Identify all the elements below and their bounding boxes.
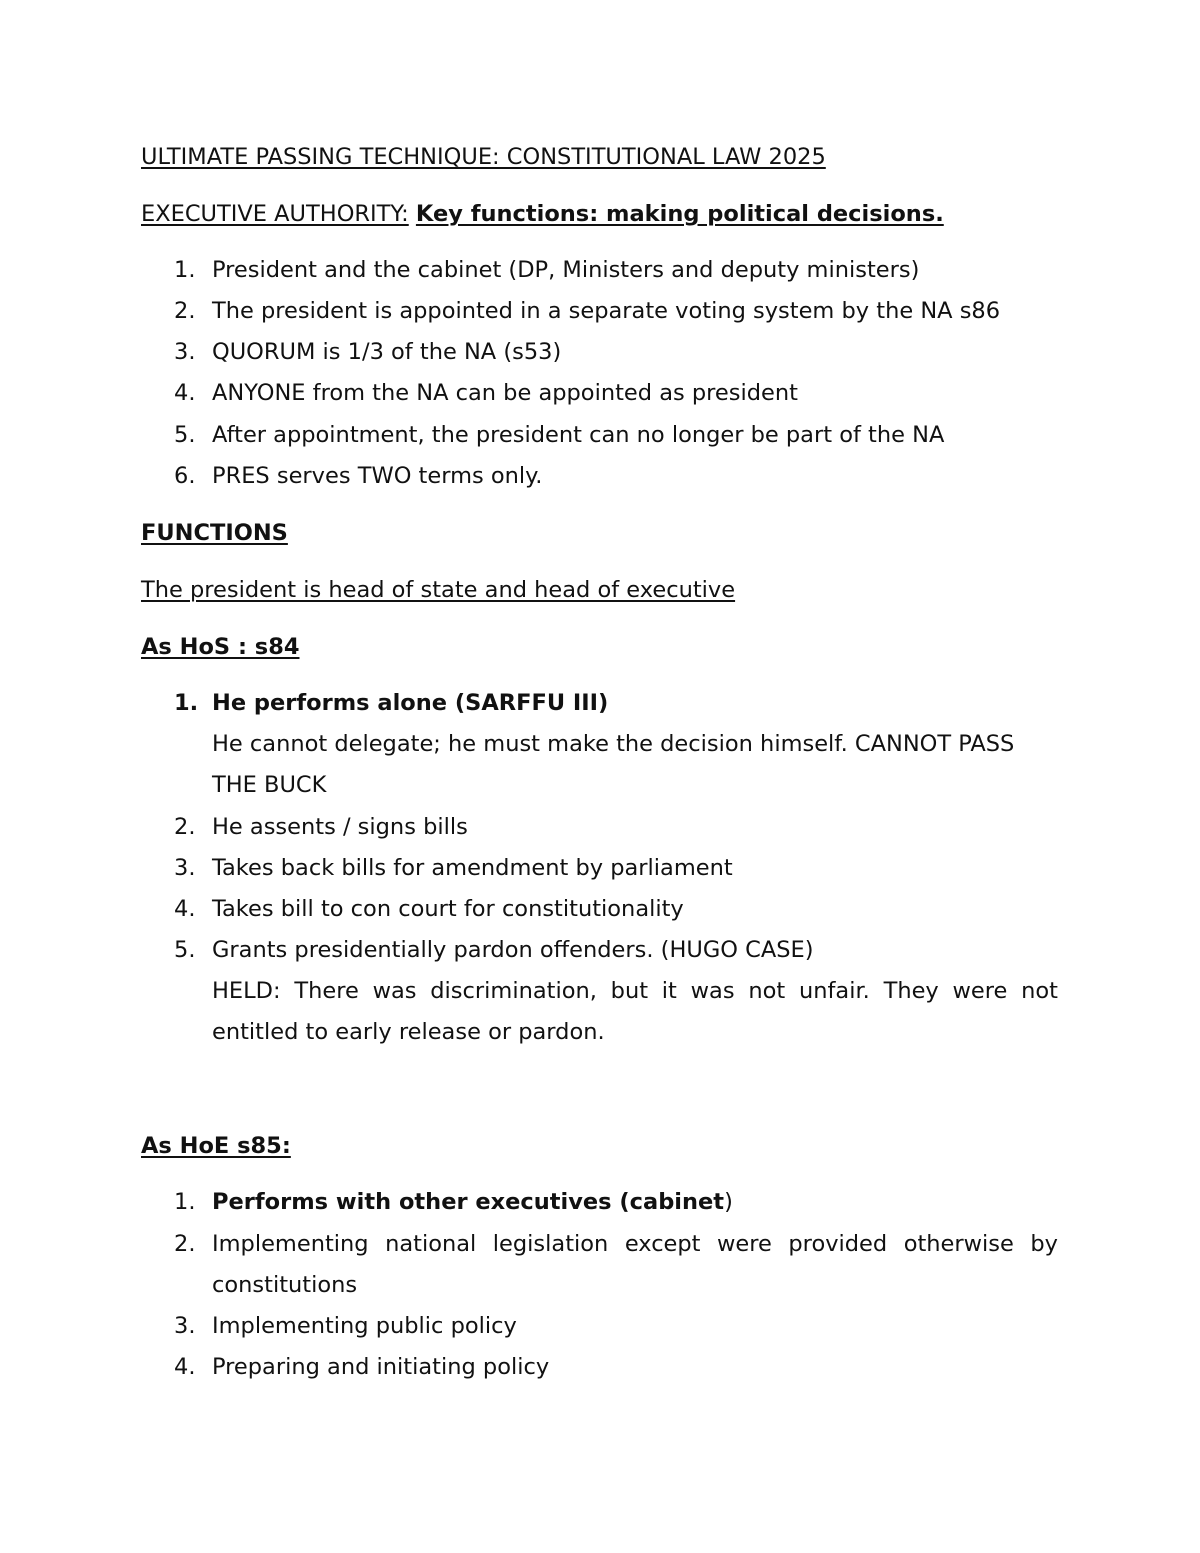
list-number: 2.: [174, 298, 196, 324]
list-text: After appointment, the president can no longer be part of the NA: [212, 422, 945, 448]
list-text: Grants presidentially pardon offenders. (HUGO CASE): [212, 937, 814, 963]
list-number: 3.: [174, 1313, 196, 1339]
functions-heading: FUNCTIONS: [141, 520, 288, 546]
list-text: The president is appointed in a separate voting system by the NA s86: [212, 298, 1001, 324]
document-title: ULTIMATE PASSING TECHNIQUE: CONSTITUTIONAL LAW 2025: [141, 144, 826, 170]
list-text: entitled to early release or pardon.: [212, 1019, 605, 1045]
list-number: 2.: [174, 1231, 196, 1257]
list-text: He cannot delegate; he must make the decision himself. CANNOT PASS: [212, 731, 1015, 757]
list-number: 1.: [174, 690, 199, 716]
executive-authority-label: EXECUTIVE AUTHORITY:: [141, 201, 409, 227]
list-number: 3.: [174, 339, 196, 365]
list-text: ANYONE from the NA can be appointed as president: [212, 380, 798, 406]
list-text: Implementing national legislation except were provided otherwise by: [212, 1231, 1058, 1257]
executive-authority-heading: [141, 203, 944, 226]
list-number: 5.: [174, 937, 196, 963]
key-functions-text: Key functions: making political decisions.: [415, 201, 944, 227]
list-number: 4.: [174, 1354, 196, 1380]
list-text: Takes back bills for amendment by parliament: [212, 855, 733, 881]
list-number: 5.: [174, 422, 196, 448]
list-number: 3.: [174, 855, 196, 881]
list-number: 6.: [174, 463, 196, 489]
list-number: 4.: [174, 380, 196, 406]
list-text-tail: ): [724, 1189, 733, 1215]
list-text: He performs alone (SARFFU III): [212, 690, 609, 716]
list-text: Takes bill to con court for constitutionality: [212, 896, 684, 922]
list-text: constitutions: [212, 1272, 358, 1298]
list-text: THE BUCK: [212, 772, 327, 798]
list-text: Preparing and initiating policy: [212, 1354, 550, 1380]
list-text-wrap: [212, 1191, 733, 1214]
list-number: 2.: [174, 814, 196, 840]
list-text: President and the cabinet (DP, Ministers and deputy ministers): [212, 257, 920, 283]
list-text: PRES serves TWO terms only.: [212, 463, 543, 489]
list-text: He assents / signs bills: [212, 814, 468, 840]
list-number: 1.: [174, 257, 196, 283]
list-number: 4.: [174, 896, 196, 922]
list-text: HELD: There was discrimination, but it was not unfair. They were not: [212, 978, 1058, 1004]
functions-subheading: The president is head of state and head of executive: [141, 577, 736, 603]
list-text: Implementing public policy: [212, 1313, 517, 1339]
list-text: Performs with other executives (cabinet: [212, 1189, 725, 1215]
hoe-heading: As HoE s85:: [141, 1133, 291, 1159]
list-number: 1.: [174, 1189, 196, 1215]
hos-heading: As HoS : s84: [141, 634, 300, 660]
list-text: QUORUM is 1/3 of the NA (s53): [212, 339, 562, 365]
